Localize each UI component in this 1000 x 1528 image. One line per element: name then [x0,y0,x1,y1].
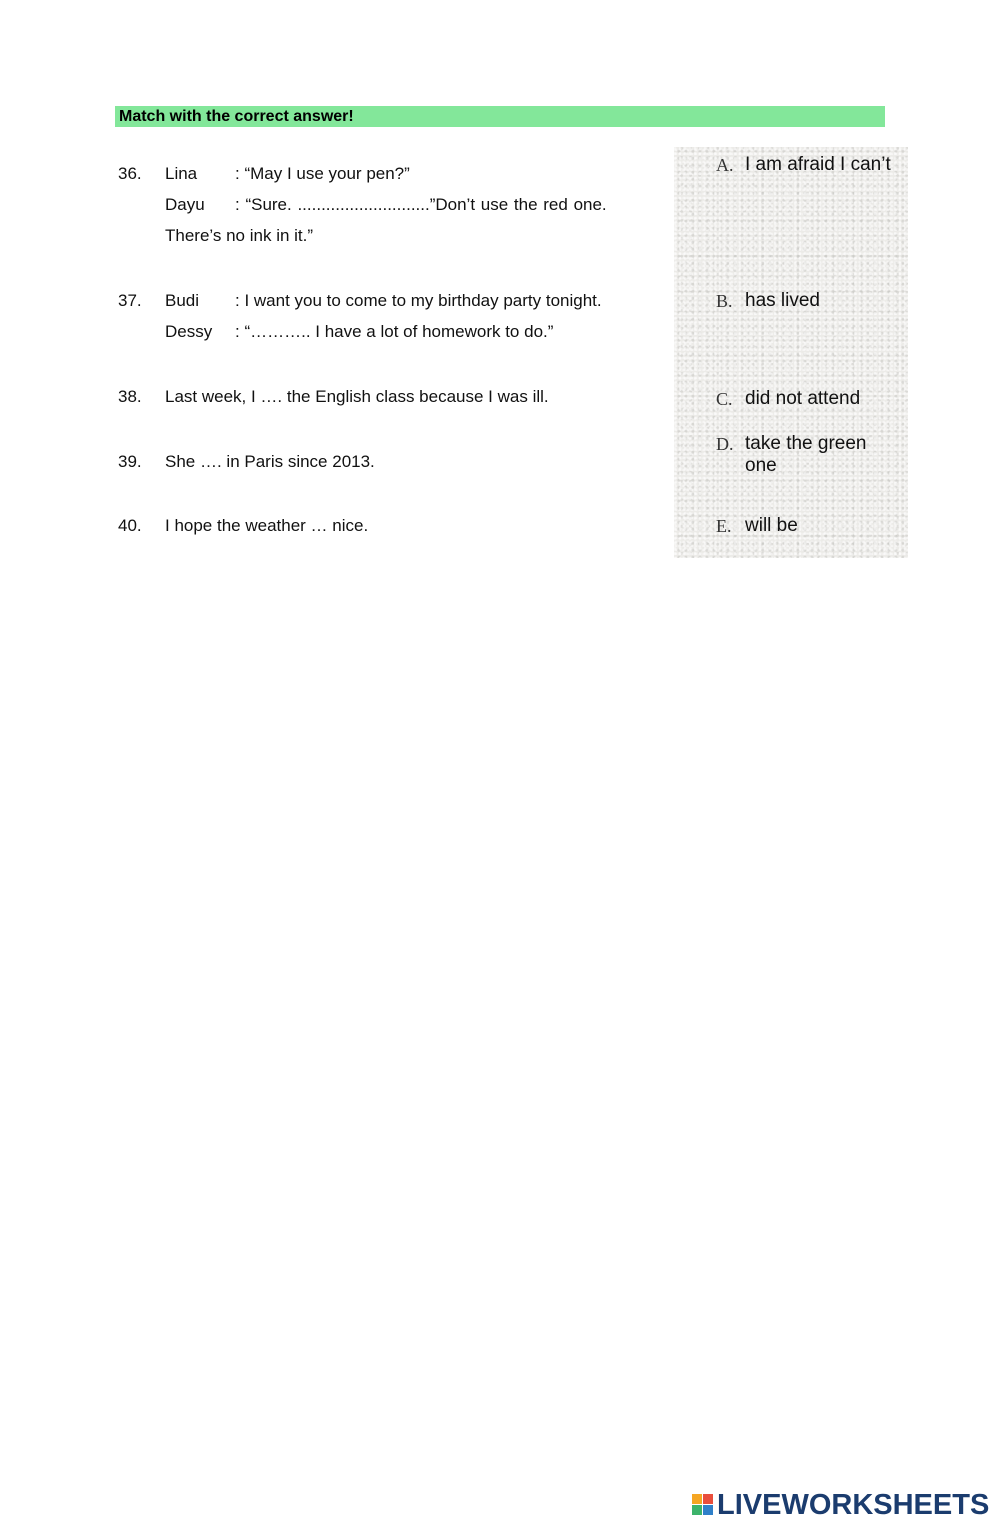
question-number: 38. [118,387,142,406]
speaker-name: Lina [165,164,198,183]
liveworksheets-logo-icon [692,1494,714,1516]
question-number: 40. [118,516,142,535]
option-text: take the green one [745,433,867,476]
dialogue-line: : “Sure. ............................”Don’t use the red one. [235,195,607,214]
option-text: will be [745,515,798,536]
option-letter: E. [716,516,732,536]
instruction-banner [115,106,885,127]
question-number: 39. [118,452,142,471]
option-letter: D. [716,434,734,454]
question-text: Last week, I …. the English class because I was ill. [165,387,549,406]
answer-options-panel [674,147,908,558]
dialogue-line: : “……….. I have a lot of homework to do.” [235,322,554,341]
liveworksheets-logo [692,1490,989,1520]
option-text: did not attend [745,388,861,409]
question-text: I hope the weather … nice. [165,516,369,535]
speaker-name: Dayu [165,195,205,214]
question-number: 37. [118,291,142,310]
option-text: has lived [745,290,820,311]
option-letter: C. [716,389,733,409]
dialogue-line: There’s no ink in it.” [165,226,314,245]
instruction-text: Match with the correct answer! [119,108,354,125]
dialogue-line: : “May I use your pen?” [235,164,410,183]
speaker-name: Budi [165,291,200,310]
speaker-name: Dessy [165,322,213,341]
question-number: 36. [118,164,142,183]
brand-name: LIVEWORKSHEETS [717,1488,990,1521]
question-text: She …. in Paris since 2013. [165,452,375,471]
option-letter: B. [716,291,733,311]
dialogue-line: : I want you to come to my birthday party tonight. [235,291,602,310]
option-letter: A. [716,155,734,175]
option-text: I am afraid I can’t [745,154,891,175]
